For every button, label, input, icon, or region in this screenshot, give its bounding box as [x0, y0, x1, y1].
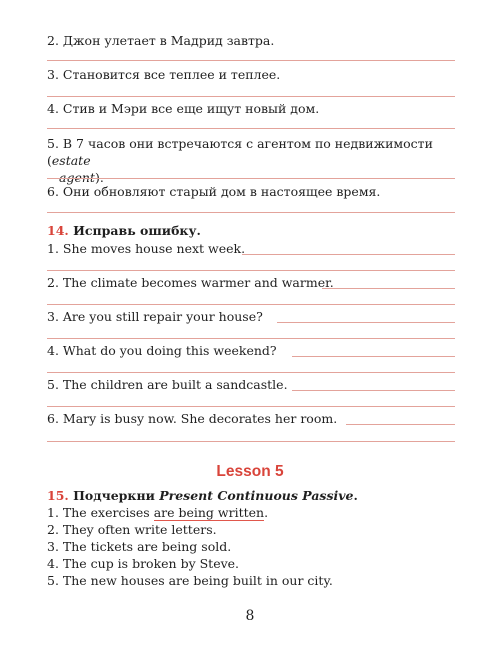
answer-line — [47, 178, 455, 179]
ex14-number: 14. — [47, 223, 69, 238]
ex15-heading — [47, 488, 358, 504]
ex15-item-1 — [47, 505, 268, 521]
ex15-title-term: Present Continuous Passive — [159, 488, 354, 503]
answer-line — [292, 356, 455, 357]
ex13-item-5-close: ). — [94, 170, 104, 185]
ex14-title: Исправь ошибку. — [73, 223, 201, 238]
ex14-item-6: 6. Mary is busy now. She decorates her room. — [47, 411, 338, 426]
ex15-item-5: 5. The new houses are being built in our city. — [47, 573, 333, 588]
ex13-item-6: 6. Они обновляют старый дом в настоящее время. — [47, 184, 381, 199]
ex14-item-5: 5. The children are built a sandcastle. — [47, 377, 288, 392]
answer-line — [47, 96, 455, 97]
answer-line — [242, 254, 455, 255]
answer-line — [47, 441, 455, 442]
ex13-item-2: 2. Джон улетает в Мадрид завтра. — [47, 33, 275, 48]
ex15-item-1-underlined: are being written — [153, 505, 265, 520]
answer-line — [292, 390, 455, 391]
answer-line — [47, 212, 455, 213]
ex13-item-4: 4. Стив и Мэри все еще ищут новый дом. — [47, 101, 320, 116]
ex15-item-1-prefix: 1. The exercises — [47, 505, 154, 520]
answer-line — [346, 424, 455, 425]
ex14-heading — [47, 223, 201, 239]
answer-line — [47, 338, 455, 339]
answer-line — [47, 270, 455, 271]
ex15-title-prefix: Подчеркни — [73, 488, 160, 503]
ex13-item-5-term-a: estate — [51, 153, 91, 168]
ex14-item-2: 2. The climate becomes warmer and warmer. — [47, 275, 334, 290]
answer-line — [47, 128, 455, 129]
page-number: 8 — [245, 608, 255, 624]
ex15-item-3: 3. The tickets are being sold. — [47, 539, 232, 554]
ex13-item-5-text: 5. В 7 часов они встречаются с агентом по недвижимости ( — [47, 136, 433, 168]
ex15-title-suffix: . — [353, 488, 358, 503]
ex15-item-2: 2. They often write letters. — [47, 522, 217, 537]
answer-line — [47, 406, 455, 407]
ex14-item-3: 3. Are you still repair your house? — [47, 309, 263, 324]
ex13-item-3: 3. Становится все теплее и теплее. — [47, 67, 281, 82]
answer-line — [47, 372, 455, 373]
ex14-item-1: 1. She moves house next week. — [47, 241, 246, 256]
answer-line — [47, 60, 455, 61]
ex13-item-5-term-b: agent — [59, 170, 95, 185]
ex15-item-4: 4. The cup is broken by Steve. — [47, 556, 240, 571]
answer-line — [277, 322, 455, 323]
answer-line — [47, 304, 455, 305]
answer-line — [322, 288, 455, 289]
ex15-number: 15. — [47, 488, 69, 503]
lesson-title: Lesson 5 — [216, 463, 284, 480]
ex15-item-1-suffix: . — [264, 505, 269, 520]
ex14-item-4: 4. What do you doing this weekend? — [47, 343, 277, 358]
